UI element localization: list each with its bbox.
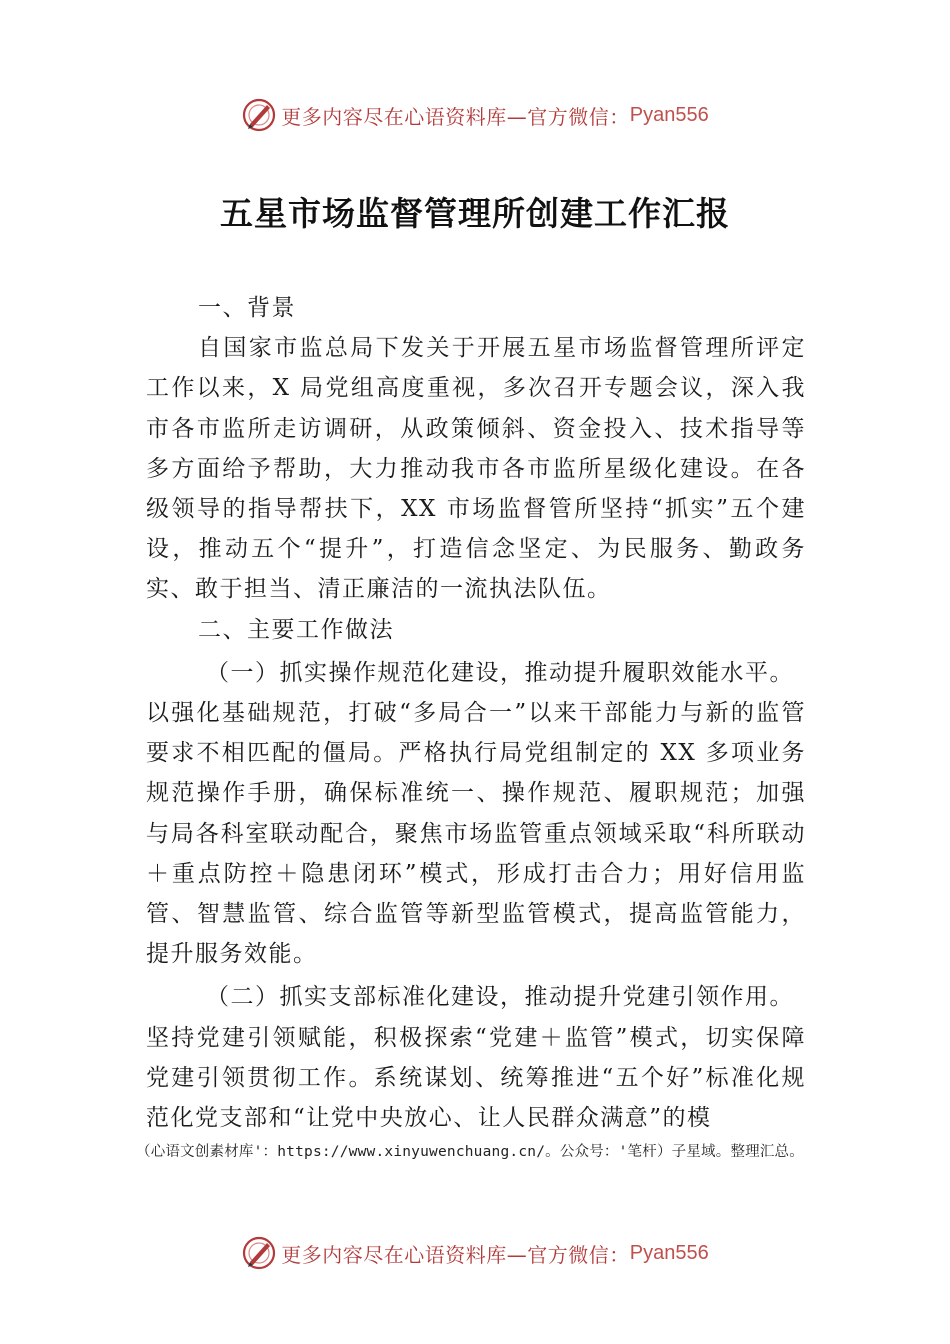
banner-wechat-id: Pyan556 [629, 103, 709, 126]
document-title: 五星市场监督管理所创建工作汇报 [220, 194, 730, 233]
subsection-heading-2: （二）抓实支部标准化建设，推动提升党建引领作用。 [206, 984, 794, 1011]
footer-banner [0, 1233, 950, 1273]
banner-wechat-id: Pyan556 [629, 1241, 709, 1264]
source-footnote: （心语文创素材库'：https://www.xinyuwenchuang.cn/。公众号：'笔杆）子星域。整理汇总。 [136, 1144, 804, 1160]
paragraph-subsection-2: 坚持党建引领赋能，积极探索“党建＋监管”模式，切实保障党建引领贯彻工作。系统谋划、统筹推进“五个好”标准化规范化党支部和“让党中央放心、让人民群众满意”的模 [146, 1024, 806, 1132]
subsection-heading-1: （一）抓实操作规范化建设，推动提升履职效能水平。 [206, 659, 794, 686]
pen-logo-icon [241, 97, 277, 133]
paragraph-subsection-1: 以强化基础规范，打破“多局合一”以来干部能力与新的监管要求不相匹配的僵局。严格执行局党组制定的 XX 多项业务规范操作手册，确保标准统一、操作规范、履职规范；加强与局各科室联动配合，聚焦市场监管重点领域采取“科所联动＋重点防控＋隐患闭环”模式，形成打击合力；用好信用监管、智慧监管、综合监管等新型监管模式，提高监管能力，提升服务效能。 [146, 700, 806, 968]
document-body [146, 288, 806, 1138]
section-heading-background: 一、背景 [198, 295, 296, 321]
banner-text: 更多内容尽在心语资料库—官方微信： [281, 1242, 630, 1267]
header-banner [0, 95, 950, 135]
pen-logo-icon [241, 1235, 277, 1271]
paragraph-background: 自国家市监总局下发关于开展五星市场监督管理所评定工作以来，X 局党组高度重视，多次召开专题会议，深入我市各市监所走访调研，从政策倾斜、资金投入、技术指导等多方面给予帮助，大力推动我市各市监所星级化建设。在各级领导的指导帮扶下，XX 市场监督管所坚持“抓实”五个建设，推动五个“提升”，打造信念坚定、为民服务、勤政务实、敢于担当、清正廉洁的一流执法队伍。 [146, 335, 806, 603]
section-heading-main-work: 二、主要工作做法 [198, 616, 394, 643]
banner-text: 更多内容尽在心语资料库—官方微信： [281, 104, 630, 129]
